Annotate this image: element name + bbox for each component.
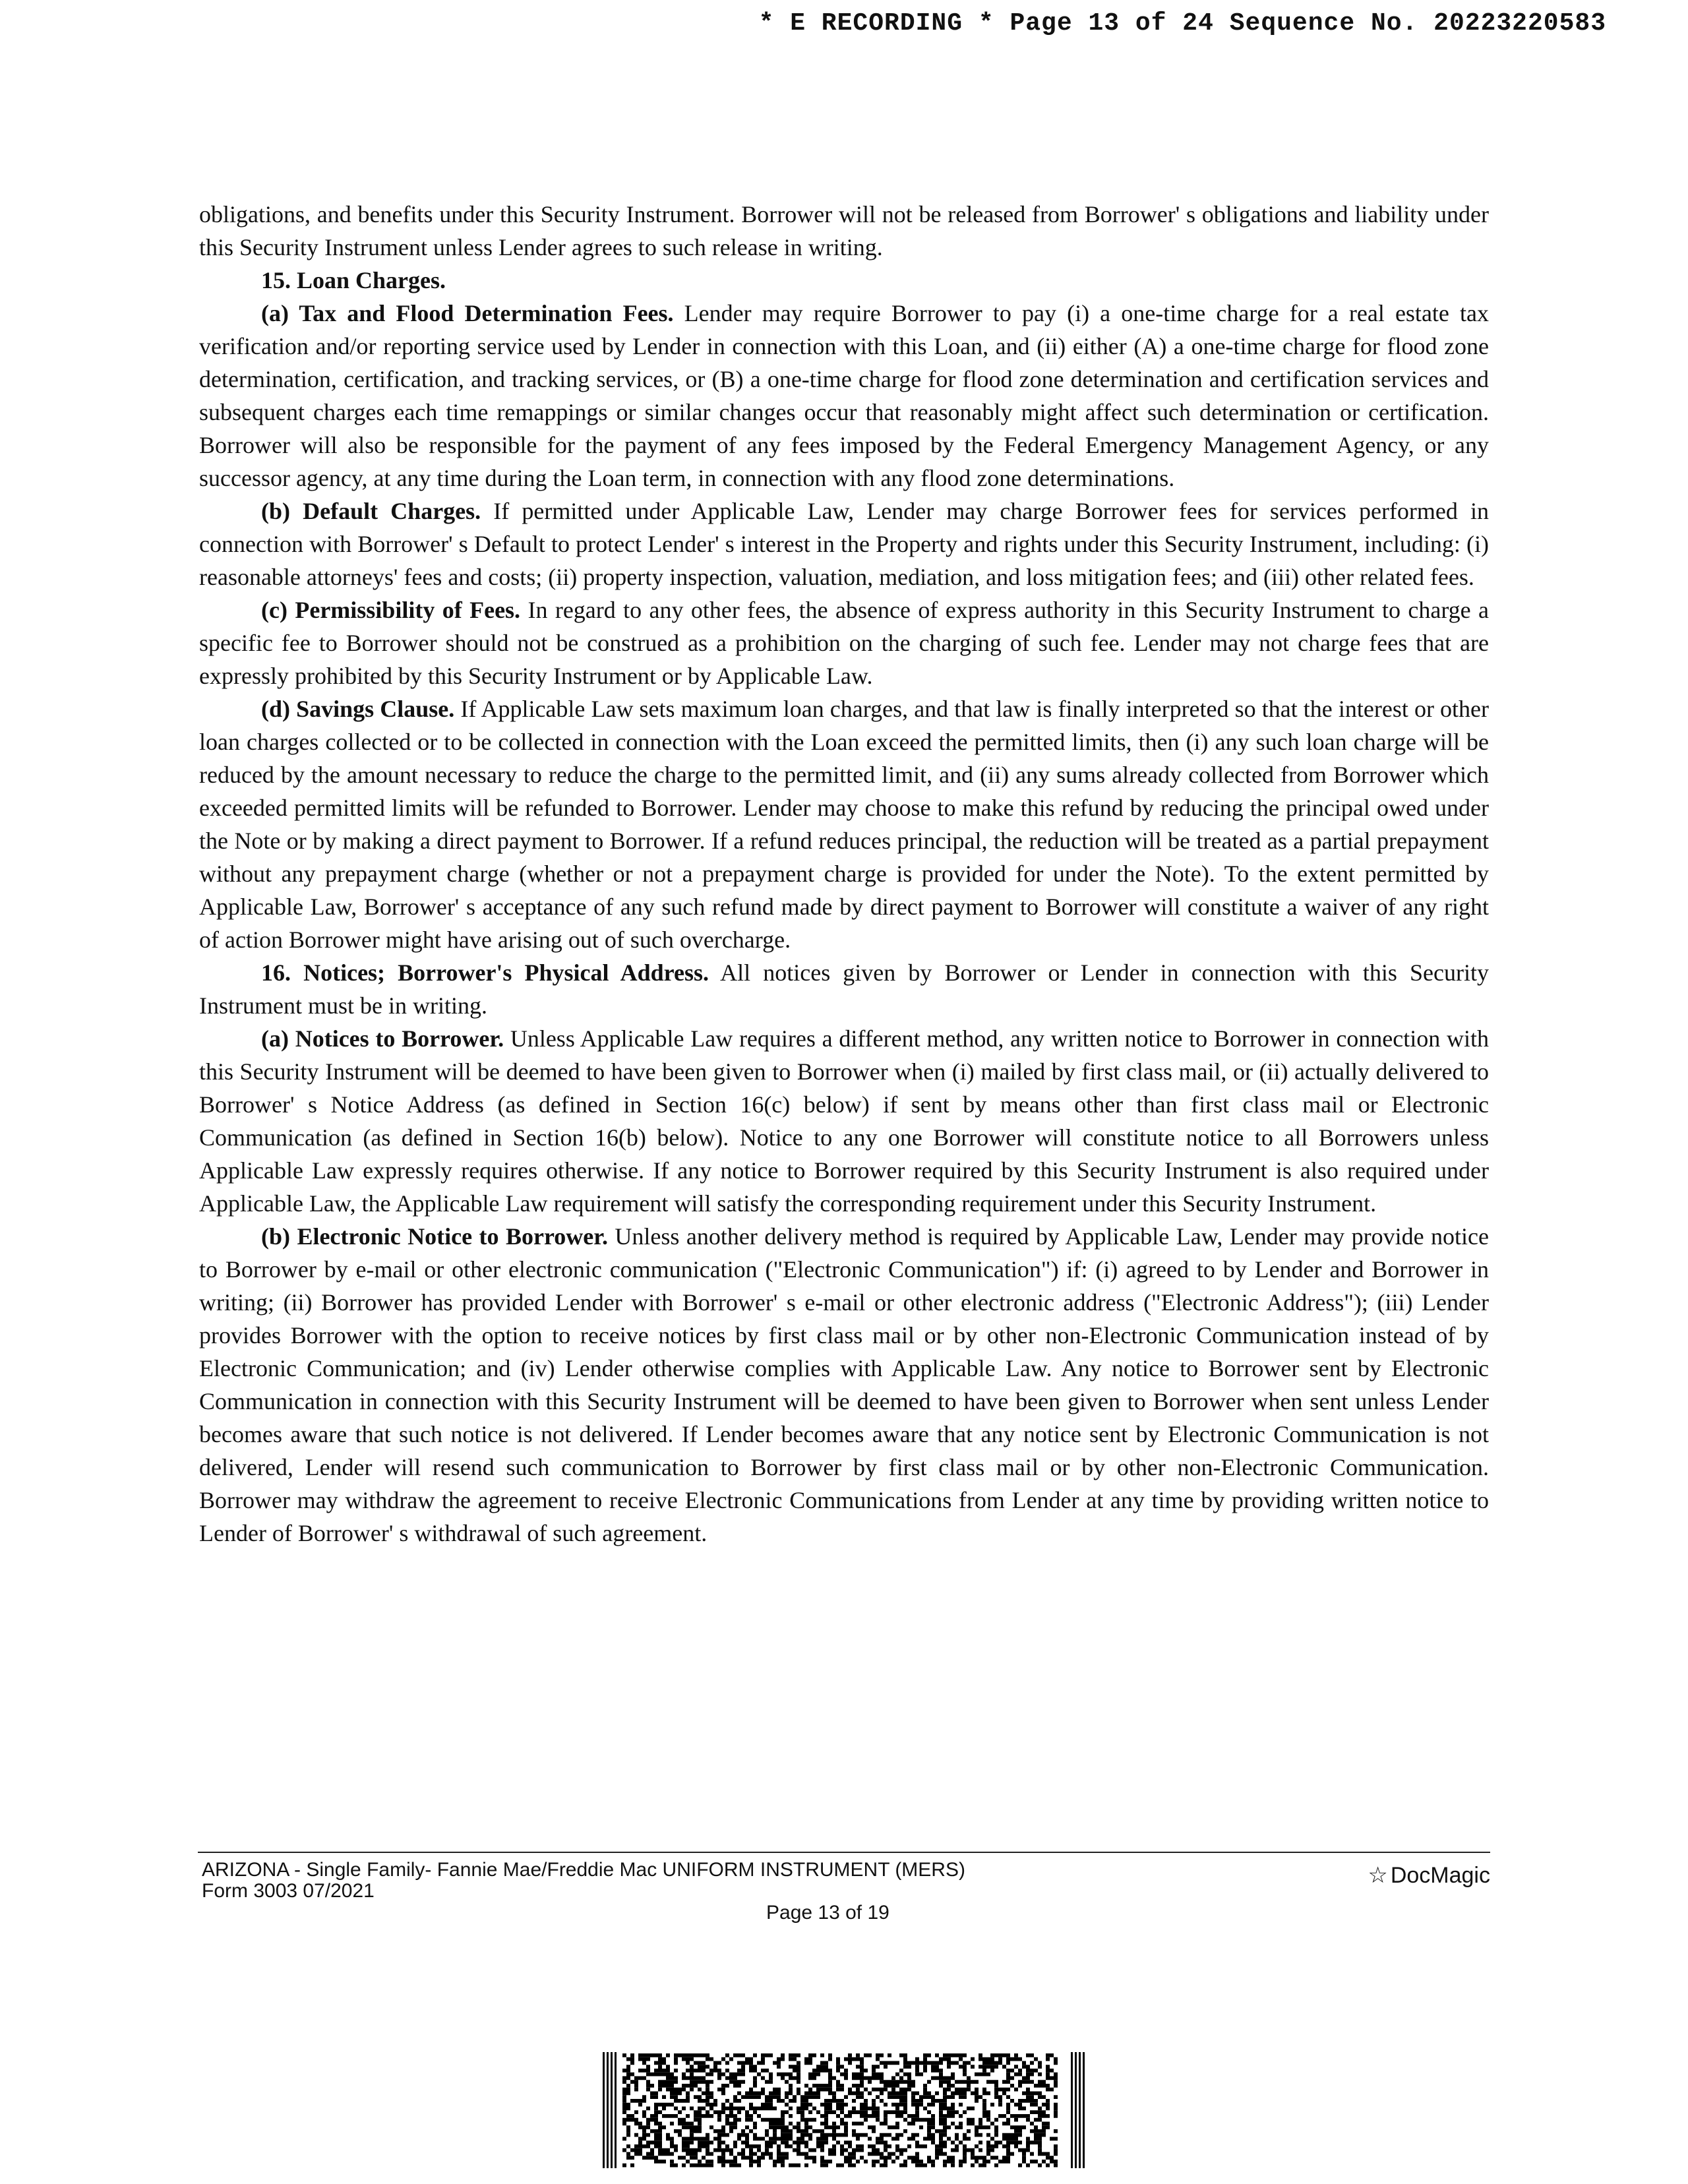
- footer-divider: [198, 1852, 1490, 1853]
- section-15d-paragraph: [199, 692, 1489, 956]
- section-16a-paragraph: [199, 1022, 1489, 1220]
- form-title: ARIZONA - Single Family- Fannie Mae/Freddie Mac UNIFORM INSTRUMENT (MERS): [202, 1859, 965, 1881]
- section-15b-title: (b) Default Charges.: [261, 498, 481, 524]
- section-15a-paragraph: [199, 297, 1489, 495]
- document-body: [199, 198, 1489, 1550]
- section-16-paragraph: [199, 956, 1489, 1022]
- section-15b-paragraph: [199, 495, 1489, 593]
- section-16-title: 16. Notices; Borrower's Physical Address.: [261, 959, 709, 986]
- form-identifier: [202, 1860, 965, 1902]
- section-15d-title: (d) Savings Clause.: [261, 696, 455, 722]
- section-15a-title: (a) Tax and Flood Determination Fees.: [261, 300, 674, 326]
- brand-name: DocMagic: [1390, 1862, 1490, 1888]
- section-15d-text: If Applicable Law sets maximum loan charges, and that law is finally interpreted so that the interest or other loan charges collected or to be collected in connection with the Loan exceed the permitted limits, then (i) any such loan charge will be reduced by the amount necessary to reduce the charge to the permitted limit, and (ii) any sums already collected from Borrower which exceeded permitted limits will be refunded to Borrower. Lender may choose to make this refund by reducing the principal owed under the Note or by making a direct payment to Borrower. If a refund reduces principal, the reduction will be treated as a partial prepayment without any prepayment charge (whether or not a prepayment charge is provided for under the Note). To the extent permitted by Applicable Law, Borrower' s acceptance of any such refund made by direct payment to Borrower will constitute a waiver of any right of action Borrower might have arising out of such overcharge.: [199, 696, 1489, 953]
- intro-paragraph: obligations, and benefits under this Security Instrument. Borrower will not be released from Borrower' s obligations and liability under this Security Instrument unless Lender agrees to such release in writing.: [199, 201, 1489, 260]
- star-icon: ☆: [1368, 1863, 1388, 1888]
- section-15c-paragraph: [199, 593, 1489, 692]
- barcode-image: [603, 2052, 1085, 2168]
- section-16b-text: Unless another delivery method is required by Applicable Law, Lender may provide notice to Borrower by e-mail or other electronic communication ("Electronic Communication") if: (i) agreed to by Lender and Borrower in writing; (ii) Borrower has provided Lender with Borrower' s e-mail or other electronic address ("Electronic Address"); (iii) Lender provides Borrower with the option to receive notices by first class mail or by other non-Electronic Communication instead of by Electronic Communication; and (iv) Lender otherwise complies with Applicable Law. Any notice to Borrower sent by Electronic Communication in connection with this Security Instrument will be deemed to have been given to Borrower when sent unless Lender becomes aware that such notice is not delivered. If Lender becomes aware that any notice sent by Electronic Communication is not delivered, Lender will resend such communication to Borrower by first class mail or by other non-Electronic Communication. Borrower may withdraw the agreement to receive Electronic Communications from Lender at any time by providing written notice to Lender of Borrower' s withdrawal of such agreement.: [199, 1223, 1489, 1546]
- section-16a-text: Unless Applicable Law requires a different method, any written notice to Borrower in connection with this Security Instrument will be deemed to have been given to Borrower when (i) mailed by first class mail, or (ii) actually delivered to Borrower' s Notice Address (as defined in Section 16(c) below) if sent by means other than first class mail or Electronic Communication (as defined in Section 16(b) below). Notice to any one Borrower will constitute notice to all Borrowers unless Applicable Law expressly requires otherwise. If any notice to Borrower required by this Security Instrument is also required under Applicable Law, the Applicable Law requirement will satisfy the corresponding requirement under this Security Instrument.: [199, 1025, 1489, 1217]
- form-number: Form 3003 07/2021: [202, 1880, 375, 1902]
- section-15-title: 15. Loan Charges.: [261, 267, 446, 293]
- section-15c-title: (c) Permissibility of Fees.: [261, 597, 521, 623]
- page-number: Page 13 of 19: [766, 1902, 889, 1924]
- section-16a-title: (a) Notices to Borrower.: [261, 1025, 504, 1052]
- section-15b-text: If permitted under Applicable Law, Lender may charge Borrower fees for services performed in connection with Borrower' s Default to protect Lender' s interest in the Property and rights under this Security Instrument, including: (i) reasonable attorneys' fees and costs; (ii) property inspection, valuation, mediation, and loss mitigation fees; and (iii) other related fees.: [199, 498, 1489, 590]
- section-16-text: All notices given by Borrower or Lender in connection with this Security Instrument must be in writing.: [199, 959, 1489, 1019]
- section-15a-text: Lender may require Borrower to pay (i) a one-time charge for a real estate tax verification and/or reporting service used by Lender in connection with this Loan, and (ii) either (A) a one-time charge for flood zone determination, certification, and tracking services, or (B) a one-time charge for flood zone determination and certification services and subsequent charges each time remappings or similar changes occur that reasonably might affect such determination or certification. Borrower will also be responsible for the payment of any fees imposed by the Federal Emergency Management Agency, or any successor agency, at any time during the Loan term, in connection with any flood zone determinations.: [199, 300, 1489, 491]
- section-15c-text: In regard to any other fees, the absence of express authority in this Security Instrument to charge a specific fee to Borrower should not be construed as a prohibition on the charging of such fee. Lender may not charge fees that are expressly prohibited by this Security Instrument or by Applicable Law.: [199, 597, 1490, 689]
- recording-header: * E RECORDING * Page 13 of 24 Sequence No. 20223220583: [758, 9, 1606, 38]
- section-16b-paragraph: [199, 1220, 1489, 1550]
- docmagic-logo: [1368, 1862, 1490, 1889]
- section-16b-title: (b) Electronic Notice to Borrower.: [261, 1223, 608, 1250]
